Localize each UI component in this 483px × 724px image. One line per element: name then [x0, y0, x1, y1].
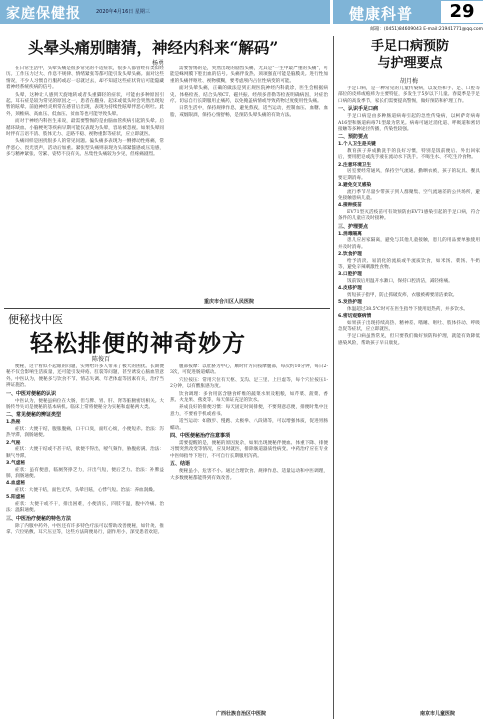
article-separator — [4, 308, 330, 309]
article3-column — [338, 86, 480, 710]
constipation-type-name: 1.热秘 — [6, 420, 21, 426]
prevention-item-text: 流行季节尽量少带孩子到人群聚集、空气流通差的公共场所，避免接触患病儿童。 — [338, 189, 480, 201]
care-item-text: 饭前饭后用温开水漱口，保持口腔清洁，减轻疼痛。 — [347, 278, 453, 284]
article2-kicker: 便秘找中医 — [8, 313, 63, 326]
article2-column-1 — [6, 364, 164, 720]
article1-column-1 — [6, 66, 164, 288]
article2-paragraph: 便秘，这个看似不起眼的问题，实则给许多人带来了极大的困扰。长期便秘不仅会影响生活质量，还可能引发痔疮、肛裂等问题，甚至诱发心脑血管意外。中医认为，便秘多与饮食不节、情志失调、年老体虚等因素有关，治疗当辨证施治。 — [6, 364, 164, 389]
article2-section-heading: 一、中医对便秘的认识 — [6, 390, 57, 397]
care-item-name: 1.消毒隔离 — [338, 231, 362, 237]
care-item-name: 4.皮疹护理 — [338, 286, 362, 292]
article3-author: 胡月梅 — [400, 78, 419, 85]
care-item-name: 5.发热护理 — [338, 300, 362, 306]
article1-paragraph: 在日常生活中，头晕头痛是很多常见的不适症状，很多人都曾经有类似经历。工作压力过大、作息不规律、情绪紧张等都可能引发头晕头痛。面对这些情况，不少人习惯自行服药或忍一忍就过去，却不知道这些症状背后可能隐藏着神经系统疾病的信号。 — [6, 66, 164, 91]
care-item-text: 体温超过38.5℃时可在医生指导下使用退热药，并多饮水。 — [347, 306, 469, 312]
left-section-title: 家庭保健报 — [6, 6, 81, 22]
prevention-item-name: 3.避免交叉感染 — [338, 183, 372, 189]
article1-paragraph: 头晕，这种让人感到天旋地转或者头重脚轻的症状，可能由多种原因引起。耳石症是较为常见的原因之一，患者在翻身、起床或低头时会突然出现短暂的眩晕。前庭神经炎则常在感冒后出现，表现为持续性眩晕伴恶心呕吐。此外，颈椎病、高血压、低血压、贫血等也可能导致头晕。 — [6, 92, 164, 117]
article2-column-2 — [170, 364, 328, 706]
article2-section-heading: 二、常见便秘的辨证类型 — [6, 412, 62, 419]
constipation-type-text: 症状：大便干或不干，排出困难，小便清长，四肢不温，腹中冷痛。治法：温阳通便。 — [6, 501, 164, 514]
constipation-type-text: 症状：虽有便意，临厕努挣乏力，汗出气短，便后乏力。治法：补脾益肺，润肠通便。 — [6, 467, 164, 479]
article1-paragraph: 需要警惕的是，突然出现的剧烈头痛，尤其是"一生中最严重的头痛"，可能是蛛网膜下腔出血的信号。头痛伴发热、颈项强直可能是脑膜炎。进行性加重的头痛伴呕吐、视物模糊，要考虑颅内占位性病变的可能。 — [170, 66, 328, 84]
column-divider — [333, 36, 334, 719]
article2-section-heading: 五、结语 — [170, 461, 191, 468]
care-item-text: 给予清淡、易消化的流质或半流质饮食，如米汤、菜汤、牛奶等，避免辛辣刺激性食物。 — [338, 258, 480, 270]
article3-source: 南京市儿童医院 — [420, 711, 456, 717]
constipation-type-name: 5.阳虚秘 — [6, 495, 26, 501]
article1-source: 重庆市合川区人民医院 — [204, 299, 255, 305]
article2-paragraph: 适当运动：如散步、慢跑、太极拳、八段锦等，可以增强体质，促进胃肠蠕动。 — [170, 419, 328, 431]
page-number: 29 — [441, 1, 483, 23]
article2-paragraph: 除了内服中药外，中医还有许多特色疗法可以帮助改善便秘，如针灸、推拿、穴位贴敷、耳穴压豆等，这些方法简便易行，副作用小，深受患者欢迎。 — [6, 523, 164, 535]
care-item-text: 剪短孩子指甲，防止抓破皮疹，衣服被褥要清洁柔软。 — [347, 292, 458, 298]
article3-title — [344, 38, 476, 72]
article2-paragraph: 需要提醒的是，便秘的原因复杂，如果出现便秘伴便血、体重下降、排便习惯突然改变等情况，应及时就医，排除肠道器质性病变。中药治疗应在专业中医师指导下进行，不可自行长期服用泻药。 — [170, 441, 328, 459]
prevention-item-text: 居室要经常通风，保持空气流通。勤晒衣被，孩子的玩具、餐具要定期消毒。 — [338, 169, 480, 181]
constipation-type-text: 症状：大便干结或不甚干结，欲便不得出，嗳气频作，胁腹痞满。治法：顺气导滞。 — [6, 447, 164, 459]
article2-paragraph: 腹部按摩：以肚脐为中心，顺时针方向按摩腹部，每次约10分钟，每日2-3次，可促进肠道蠕动。 — [170, 364, 328, 376]
care-item-name: 3.口腔护理 — [338, 272, 362, 278]
article3-paragraph: 手足口病是由多种肠道病毒引起的急性传染病，以柯萨奇病毒A16型和肠道病毒71型最为常见。病毒可通过消化道、呼吸道和密切接触等多种途径传播，传染性较强。 — [338, 114, 480, 133]
article1-author: 杨勇 — [152, 60, 165, 67]
care-item-text: 患儿应居家隔离，避免与其他儿童接触，患儿的用品要单独使用并及时消毒。 — [338, 238, 480, 250]
article2-paragraph: 饮食调理：多食用富含膳食纤维的蔬菜水果及粗粮，如芹菜、菠菜、香蕉、火龙果、燕麦等，每天保证充足的饮水。 — [170, 391, 328, 404]
article2-paragraph: 便秘虽小，危害不小。通过合理饮食、规律作息、适量运动和中医调理，大多数便秘都能得到有效改善。 — [170, 469, 328, 481]
right-section-title: 健康科普 — [349, 5, 414, 23]
constipation-type-name: 2.气秘 — [6, 440, 21, 446]
article2-title: 轻松排便的神奇妙方 — [30, 330, 246, 357]
care-item-name: 2.饮食护理 — [338, 252, 362, 257]
article3-title-line-1: 手足口病预防 — [370, 39, 449, 54]
care-item-name: 6.密切观察病情 — [338, 314, 372, 320]
article2-section-heading: 三、中医治疗便秘的特色方法 — [6, 515, 72, 522]
constipation-type-text: 症状：大便干结，面色无华，头晕目眩，心悸气短。治法：养血润燥。 — [15, 487, 158, 493]
article1-title: 头晕头痛别瞎猜，神经内科来“解码” — [28, 38, 279, 57]
article2-source: 广西壮族自治区中医院 — [216, 711, 267, 717]
article1-paragraph: 面对头晕头痛，正确的做法是到正规医院神经内科就诊，医生会根据病史、体格检查，结合头颅CT、磁共振、经颅多普勒等检查明确病因，对症治疗。切忌自行长期服用止痛药，以免掩盖病情或导致药物过度使用性头痛。 — [170, 86, 328, 105]
article2-paragraph: 中医认为，便秘虽病位在大肠，但与脾、胃、肝、肾等脏腑密切相关。大肠传导失司是便秘的基本病机。临床上常将便秘分为实秘和虚秘两大类。 — [6, 398, 164, 411]
constipation-type-text: 症状：大便干结，腹胀腹痛，口干口臭，面红心烦，小便短赤。治法：泻热导滞，润肠通便。 — [6, 426, 164, 439]
article2-author: 陈俊百 — [92, 356, 111, 363]
prevention-item-name: 2.注意环境卫生 — [338, 162, 372, 168]
article2-paragraph: 穴位按压：常用穴位有天枢、支沟、足三里、上巨虚等，每个穴位按压1-2分钟，以有酸胀感为度。 — [170, 377, 328, 390]
prevention-item-text: EV71型灭活疫苗可有效预防由EV71感染引起的手足口病，符合条件的儿童应及时接种。 — [338, 209, 480, 222]
article1-column-2 — [170, 66, 328, 288]
contact-info: 邮箱：(0451)84609043 E-mail:21941771@qq.com — [370, 27, 483, 32]
article2-section-heading: 四、中医便秘治疗注意事项 — [170, 433, 231, 440]
article3-section-heading: 二、预防要点 — [338, 134, 369, 141]
article1-paragraph: 而对于神经内科医生来说，最需要警惕的是由脑血管疾病引起的头晕。后循环缺血、小脑梗死等疾病早期可能仅表现为头晕，容易被忽视。如果头晕同时伴有言语不清、肢体无力、走路不稳、视物重影等症状，应立即就医。 — [6, 119, 164, 138]
prevention-item-text: 教育孩子养成勤洗手的良好习惯，特别是饭前便后、外出回家后，要用肥皂或洗手液在流动水下洗手。不喝生水、不吃生冷食物。 — [338, 148, 480, 161]
article3-title-line-2: 与护理要点 — [377, 56, 443, 71]
article3-paragraph: 手足口病，是一种常见的儿童传染病，以发热和手、足、口腔等部位的皮疹或疱疹为主要特征，多发生于5岁以下儿童。春夏季是手足口病的高发季节，家长们需要提高警惕，做好预防和护理工作。 — [338, 86, 480, 104]
prevention-item-name: 4.接种疫苗 — [338, 203, 362, 209]
constipation-type-name: 3.气虚秘 — [6, 461, 26, 467]
article2-paragraph: 养成良好的排便习惯：每天固定时间排便，不要刻意忍便，排便时集中注意力，不要看手机或看书。 — [170, 405, 328, 417]
article3-section-heading: 一、认识手足口病 — [338, 106, 379, 113]
article1-paragraph: 日常生活中，保持规律作息，避免熬夜，适当运动，控制血压、血糖、血脂，戒烟限酒，保持心情舒畅，是预防头晕头痛的有效方法。 — [170, 106, 328, 118]
care-item-text: 如果孩子出现持续高热、精神差、嗜睡、呕吐、肢体抖动、呼吸急促等症状，应立即就医。 — [338, 320, 480, 332]
article1-paragraph: 头痛同样是困扰很多人的常见问题。偏头痛多表现为一侧搏动性疼痛，常伴恶心、畏光畏声，活动后加重。紧张型头痛则表现为头部紧箍感或压迫感，多与精神紧张、劳累、姿势不良有关。丛集性头痛较为少见，但疼痛剧烈。 — [6, 139, 164, 158]
issue-date: 2020年4月16日 星期三 — [96, 9, 150, 15]
constipation-type-name: 4.血虚秘 — [6, 481, 26, 487]
prevention-item-name: 1.个人卫生是关键 — [338, 142, 376, 148]
article3-section-heading: 三、护理要点 — [338, 223, 369, 230]
article3-closing: 手足口病虽然常见，但只要我们做好预防和护理，就能有效降低感染风险，帮助孩子早日康复。 — [338, 334, 480, 346]
